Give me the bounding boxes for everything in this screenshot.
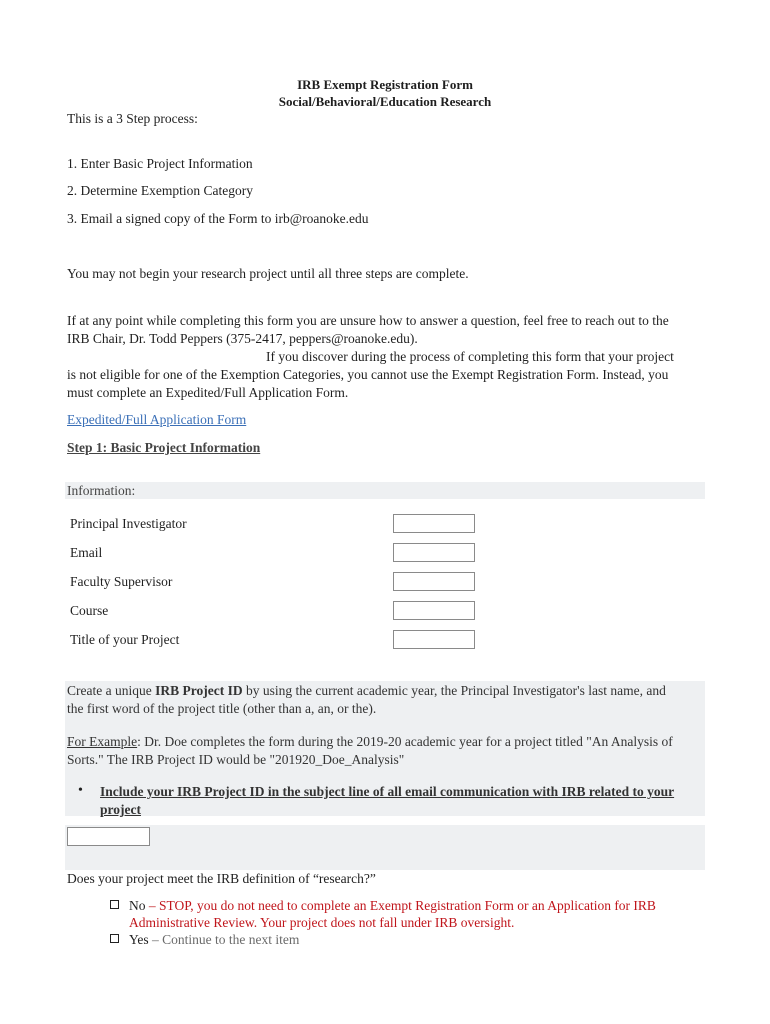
help-text-line1: If at any point while completing this form you are unsure how to answer a question, feel free to reach out to the bbox=[67, 313, 669, 328]
email-label: Email bbox=[70, 545, 103, 560]
project-id-instructions-line1 bbox=[67, 682, 666, 700]
information-label: Information: bbox=[67, 483, 136, 498]
subject-line-note-line1: Include your IRB Project ID in the subject line of all email communication with IRB related to your bbox=[100, 784, 675, 799]
example-line2: Sorts." The IRB Project ID would be "201920_Doe_Analysis" bbox=[67, 752, 405, 767]
yes-checkbox[interactable] bbox=[110, 934, 119, 943]
project-id-suffix: by using the current academic year, the Principal Investigator's last name, and bbox=[242, 683, 666, 698]
project-title-input[interactable] bbox=[393, 630, 475, 649]
process-intro: This is a 3 Step process: bbox=[67, 111, 198, 126]
project-id-prefix: Create a unique bbox=[67, 683, 156, 698]
project-id-instructions-line2: the first word of the project title (other than a, an, or the). bbox=[67, 701, 377, 716]
eligibility-text-line1: If you discover during the process of completing this form that your project bbox=[266, 349, 674, 364]
no-stop-text: – STOP, you do not need to complete an Exempt Registration Form or an Application for IRB bbox=[145, 898, 656, 913]
no-option-line2: Administrative Review. Your project does not fall under IRB oversight. bbox=[129, 915, 515, 930]
faculty-supervisor-label: Faculty Supervisor bbox=[70, 574, 173, 589]
form-title: IRB Exempt Registration Form bbox=[297, 77, 473, 92]
bullet-dot-icon: • bbox=[78, 783, 83, 798]
help-text-line2: IRB Chair, Dr. Todd Peppers (375-2417, peppers@roanoke.edu). bbox=[67, 331, 418, 346]
form-subtitle: Social/Behavioral/Education Research bbox=[278, 94, 492, 109]
course-label: Course bbox=[70, 603, 109, 618]
no-label: No bbox=[129, 898, 146, 913]
example-line1 bbox=[67, 733, 673, 751]
pi-input[interactable] bbox=[393, 514, 475, 533]
project-id-input-band bbox=[65, 825, 705, 870]
yes-option bbox=[129, 931, 299, 949]
project-title-label: Title of your Project bbox=[70, 632, 180, 647]
information-band bbox=[65, 482, 705, 499]
step-item-2: 2. Determine Exemption Category bbox=[67, 183, 253, 198]
example-label: For Example bbox=[67, 734, 138, 749]
research-question: Does your project meet the IRB definition of “research?” bbox=[67, 871, 376, 886]
project-id-input[interactable] bbox=[67, 827, 150, 846]
yes-label: Yes bbox=[129, 932, 149, 947]
subject-line-note-line2: project bbox=[100, 802, 141, 817]
expedited-form-link[interactable]: Expedited/Full Application Form bbox=[67, 412, 247, 427]
email-input[interactable] bbox=[393, 543, 475, 562]
course-input[interactable] bbox=[393, 601, 475, 620]
eligibility-text-line2: is not eligible for one of the Exemption Categories, you cannot use the Exempt Registration Form. Instead, you bbox=[67, 367, 669, 382]
faculty-supervisor-input[interactable] bbox=[393, 572, 475, 591]
pi-label: Principal Investigator bbox=[70, 516, 187, 531]
no-option-line1 bbox=[129, 897, 656, 915]
step1-heading: Step 1: Basic Project Information bbox=[67, 440, 261, 455]
no-checkbox[interactable] bbox=[110, 900, 119, 909]
project-id-term: IRB Project ID bbox=[155, 683, 243, 698]
yes-continue-text: – Continue to the next item bbox=[148, 932, 300, 947]
example-text: : Dr. Doe completes the form during the 2019-20 academic year for a project titled "An Analysis of bbox=[137, 734, 673, 749]
eligibility-text-line3: must complete an Expedited/Full Application Form. bbox=[67, 385, 349, 400]
step-item-1: 1. Enter Basic Project Information bbox=[67, 156, 253, 171]
step-item-3: 3. Email a signed copy of the Form to irb@roanoke.edu bbox=[67, 211, 369, 226]
warning-text: You may not begin your research project until all three steps are complete. bbox=[67, 266, 469, 281]
